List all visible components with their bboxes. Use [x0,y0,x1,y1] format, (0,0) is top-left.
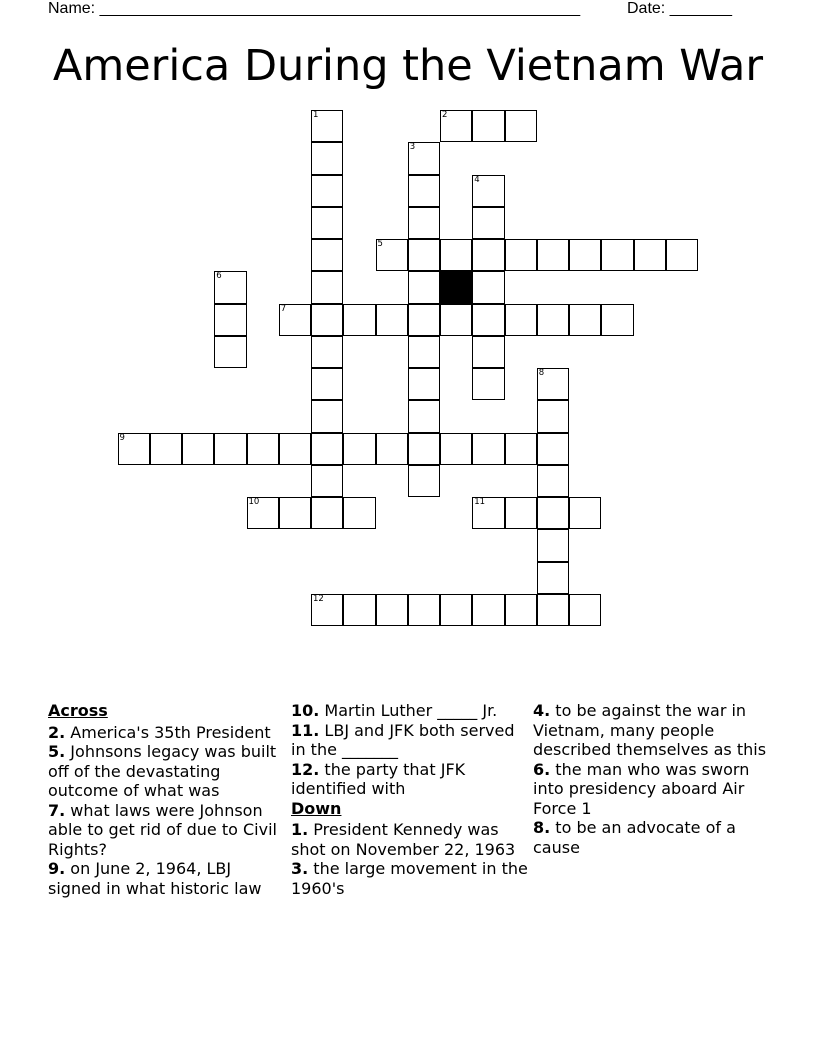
clue-number: 3. [291,859,309,878]
grid-cell[interactable] [408,400,440,432]
grid-cell[interactable] [408,336,440,368]
down-clue-3 [291,859,531,898]
grid-cell[interactable] [311,336,343,368]
grid-cell[interactable] [634,239,666,271]
grid-cell[interactable] [311,400,343,432]
across-clue-2 [48,723,288,743]
grid-cell[interactable] [311,304,343,336]
clue-text: the man who was sworn into presidency aboard Air Force 1 [533,759,750,818]
grid-cell[interactable] [569,304,601,336]
across-clue-5 [48,742,288,801]
clue-number: 6. [533,759,551,779]
grid-cell[interactable] [472,304,504,336]
grid-cell[interactable] [472,497,504,529]
grid-cell[interactable] [505,594,537,626]
grid-cell[interactable] [537,529,569,561]
grid-cell[interactable] [343,304,375,336]
grid-cell[interactable] [472,207,504,239]
cell-number: 7 [280,303,287,314]
grid-cell[interactable] [279,497,311,529]
grid-cell[interactable] [408,271,440,303]
clue-number: 12. [291,759,320,779]
cell-number: 2 [442,110,448,120]
grid-cell[interactable] [311,497,343,529]
down-clue-8 [533,818,773,857]
grid-cell[interactable] [505,110,537,142]
grid-cell[interactable] [666,239,698,271]
grid-cell[interactable] [214,304,246,336]
grid-cell[interactable] [279,304,311,336]
clue-number: 10. [291,701,320,720]
cell-number: 11 [474,497,486,507]
grid-cell[interactable] [472,239,504,271]
clue-text: President Kennedy was shot on November 22, 1963 [291,820,516,859]
grid-cell[interactable] [247,433,279,465]
clue-number: 11. [291,720,320,740]
grid-cell[interactable] [505,497,537,529]
grid-cell[interactable] [472,110,504,142]
grid-cell[interactable] [569,594,601,626]
grid-cell[interactable] [408,368,440,400]
grid-cell[interactable] [440,110,472,142]
grid-cell[interactable] [472,433,504,465]
clue-text: to be an advocate of a cause [533,818,736,857]
grid-cell[interactable] [311,433,343,465]
grid-cell[interactable] [601,304,633,336]
across-clue-12 [291,760,531,799]
black-cell [440,271,472,303]
clue-column-2 [291,701,531,898]
clue-number: 9. [48,859,66,878]
clue-number: 5. [48,742,66,761]
grid-cell[interactable] [440,304,472,336]
down-clue-4 [533,701,773,760]
grid-cell[interactable] [408,175,440,207]
across-clue-10 [291,701,531,721]
grid-cell[interactable] [343,433,375,465]
grid-cell[interactable] [408,433,440,465]
name-field[interactable]: Name: ______________________________________________________ [48,0,581,17]
grid-cell[interactable] [472,175,504,207]
across-clue-11 [291,721,531,760]
grid-cell[interactable] [343,497,375,529]
grid-cell[interactable] [408,304,440,336]
grid-cell[interactable] [118,433,150,465]
grid-cell[interactable] [537,465,569,497]
grid-cell[interactable] [279,433,311,465]
grid-cell[interactable] [569,497,601,529]
grid-cell[interactable] [505,433,537,465]
cell-number: 9 [119,432,125,443]
grid-cell[interactable] [537,433,569,465]
grid-cell[interactable] [537,304,569,336]
grid-cell[interactable] [311,110,343,142]
date-field[interactable]: Date: _______ [627,0,732,17]
grid-cell[interactable] [408,594,440,626]
grid-cell[interactable] [472,368,504,400]
down-clue-1 [291,820,531,859]
grid-cell[interactable] [440,433,472,465]
cell-number: 8 [538,368,545,378]
grid-cell[interactable] [408,142,440,174]
clue-number: 4. [533,701,551,720]
grid-cell[interactable] [601,239,633,271]
down-clue-6 [533,760,773,819]
grid-cell[interactable] [537,239,569,271]
grid-cell[interactable] [537,368,569,400]
cell-number: 12 [313,593,324,604]
cell-number: 6 [216,271,222,282]
grid-cell[interactable] [247,497,279,529]
grid-cell[interactable] [537,497,569,529]
clue-column-3 [533,701,773,857]
grid-cell[interactable] [537,562,569,594]
grid-cell[interactable] [505,239,537,271]
clue-number: 2. [48,722,66,742]
cell-number: 5 [377,239,383,249]
clue-text: Martin Luther _____ Jr. [319,701,498,720]
cell-number: 4 [474,174,480,185]
grid-cell[interactable] [376,594,408,626]
clue-number: 8. [533,818,551,837]
down-heading: Down [291,798,342,818]
clue-text: Johnsons legacy was built off of the devastating outcome of what was [48,742,277,800]
cell-number: 3 [409,142,416,153]
grid-cell[interactable] [408,207,440,239]
clue-text: to be against the war in Vietnam, many people described themselves as this [533,701,767,759]
grid-cell[interactable] [376,239,408,271]
clue-text: what laws were Johnson able to get rid of due to Civil Rights? [48,800,277,859]
grid-cell[interactable] [214,433,246,465]
grid-cell[interactable] [311,207,343,239]
grid-cell[interactable] [343,594,375,626]
clue-text: on June 2, 1964, LBJ signed in what historic law [48,859,262,898]
page-title: America During the Vietnam War [52,41,764,91]
grid-cell[interactable] [472,271,504,303]
clue-number: 1. [291,820,309,839]
grid-cell[interactable] [214,336,246,368]
grid-cell[interactable] [311,239,343,271]
clue-text: LBJ and JFK both served in the _______ [291,720,515,759]
grid-cell[interactable] [408,239,440,271]
across-clue-7 [48,801,288,860]
grid-cell[interactable] [537,594,569,626]
grid-cell[interactable] [311,594,343,626]
cell-number: 1 [313,110,319,120]
grid-cell[interactable] [376,433,408,465]
grid-cell[interactable] [311,175,343,207]
clue-number: 7. [48,800,66,820]
grid-cell[interactable] [472,594,504,626]
cell-number: 10 [248,497,260,507]
grid-cell[interactable] [537,400,569,432]
grid-cell[interactable] [182,433,214,465]
clue-column-1 [48,701,288,898]
across-clue-9 [48,859,288,898]
grid-cell[interactable] [214,271,246,303]
grid-cell[interactable] [150,433,182,465]
clue-text: the party that JFK identified with [291,759,466,798]
grid-cell[interactable] [440,594,472,626]
grid-cell[interactable] [408,465,440,497]
grid-cell[interactable] [311,465,343,497]
grid-cell[interactable] [472,336,504,368]
grid-cell[interactable] [311,142,343,174]
grid-cell[interactable] [311,368,343,400]
grid-cell[interactable] [505,304,537,336]
grid-cell[interactable] [311,271,343,303]
grid-cell[interactable] [440,239,472,271]
grid-cell[interactable] [376,304,408,336]
clue-text: America's 35th President [65,722,271,742]
grid-cell[interactable] [569,239,601,271]
across-heading: Across [48,701,108,720]
clue-text: the large movement in the 1960's [291,859,528,898]
